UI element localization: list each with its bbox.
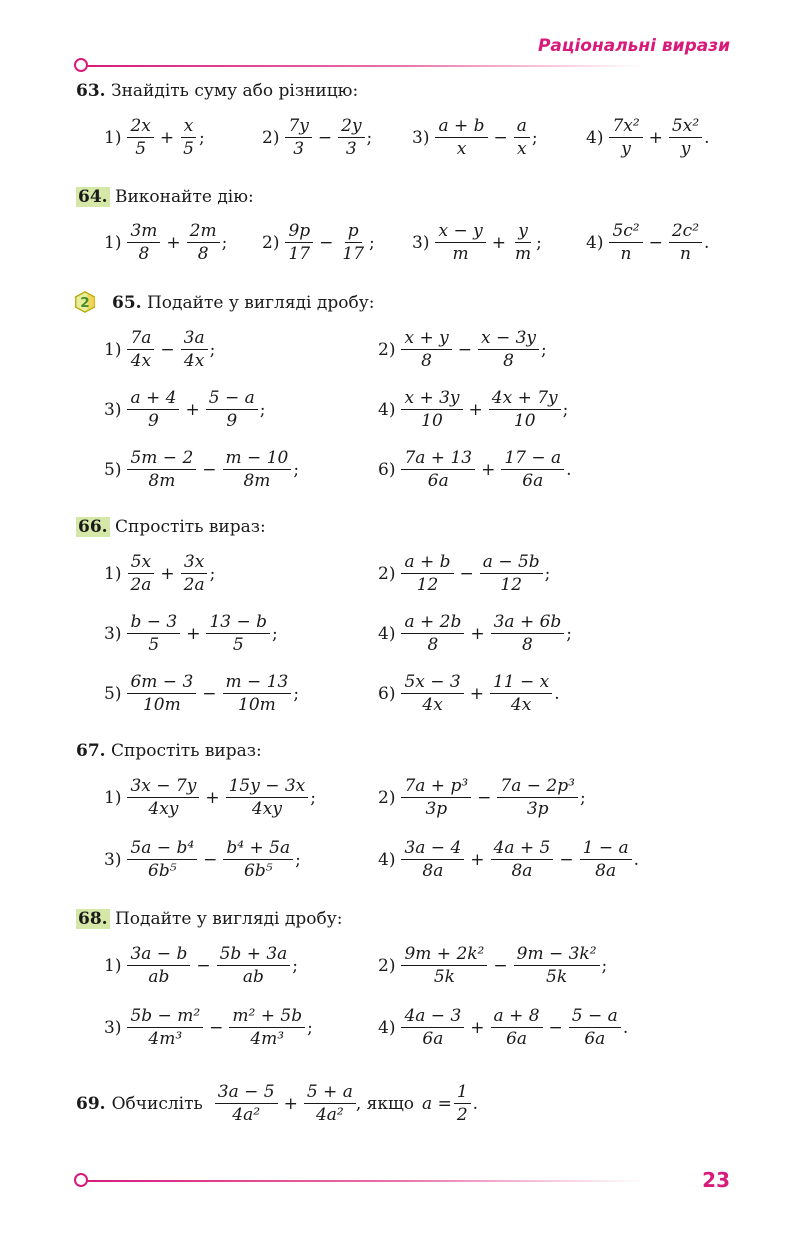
fraction: $\frac{a + b}{x}$ <box>435 116 487 159</box>
fraction: $\frac{a}{x}$ <box>514 116 530 159</box>
item-label: 2) <box>262 127 280 148</box>
exercise-instruction: Знайдіть суму або різницю: <box>110 81 359 101</box>
header-rule-circle <box>74 58 88 72</box>
item-label: 3) <box>412 127 430 148</box>
exercise-66-item-5: 5) $\frac{6m - 3}{10m}$ − $\frac{m - 13}{10m}$ ; <box>104 672 300 715</box>
item-label: 3) <box>104 849 122 870</box>
fraction: $\frac{5m - 2}{8m}$ <box>127 448 196 491</box>
fraction: $\frac{3a - 5}{\text{4a²}}$ <box>215 1082 278 1125</box>
fraction: $\frac{b - 3}{5}$ <box>127 612 180 655</box>
fraction: $\frac{1 - a}{8a}$ <box>580 838 632 881</box>
exercise-66-heading <box>76 516 266 538</box>
fraction: $\frac{5x - 3}{4x}$ <box>401 672 463 715</box>
exercise-68-item-3: 3) $\frac{\text{5b − m²}}{\text{4m³}}$ − $\frac{\text{m² + 5b}}{\text{4m³}}$ ; <box>104 1006 313 1049</box>
item-label: 2) <box>378 955 396 976</box>
fraction: $\frac{\text{b⁴ + 5a}}{\text{6b⁵}}$ <box>223 838 293 881</box>
exercise-number: 67. <box>76 741 106 761</box>
item-label: 1) <box>104 127 122 148</box>
exercise-66-item-2: 2) $\frac{a + b}{12}$ − $\frac{a - 5b}{12}$ ; <box>378 552 551 595</box>
item-label: 4) <box>378 623 396 644</box>
exercise-65-item-2: 2) $\frac{x + y}{8}$ − $\frac{x - 3y}{8}$ ; <box>378 328 547 371</box>
exercise-64-item-1: 1) $\frac{3m}{8}$ + $\frac{2m}{8}$ ; <box>104 221 228 264</box>
fraction: $\frac{3m}{8}$ <box>127 221 160 264</box>
fraction: $\frac{5 - a}{9}$ <box>206 388 258 431</box>
fraction: $\frac{5x}{2a}$ <box>127 552 154 595</box>
fraction: $\frac{\text{7a − 2p³}}{3p}$ <box>497 776 578 819</box>
fraction: $\frac{p}{17}$ <box>342 221 365 264</box>
fraction: $\frac{y}{m}$ <box>514 221 532 264</box>
item-label: 6) <box>378 459 396 480</box>
exercise-number: 68. <box>78 909 108 929</box>
item-label: 1) <box>104 339 122 360</box>
exercise-66-item-6: 6) $\frac{5x - 3}{4x}$ + $\frac{11 - x}{4x}$ . <box>378 672 560 715</box>
fraction: $\frac{7y}{3}$ <box>285 116 311 159</box>
svg-text:2: 2 <box>80 295 90 312</box>
fraction: $\frac{a - 5b}{12}$ <box>480 552 543 595</box>
exercise-instruction: Спростіть вираз: <box>114 517 266 537</box>
fraction: $\frac{\text{7a + p³}}{3p}$ <box>401 776 471 819</box>
exercise-68-item-1: 1) $\frac{3a - b}{ab}$ − $\frac{5b + 3a}{ab}$ ; <box>104 944 299 987</box>
fraction: $\frac{m - 13}{10m}$ <box>223 672 292 715</box>
item-label: 1) <box>104 955 122 976</box>
exercise-number: 66. <box>78 517 108 537</box>
item-label: 3) <box>104 1017 122 1038</box>
fraction: $\frac{x - y}{m}$ <box>435 221 485 264</box>
fraction: $\frac{1}{2}$ <box>454 1082 471 1125</box>
fraction: $\frac{a + 2b}{8}$ <box>401 612 464 655</box>
exercise-number: 65. <box>112 293 142 313</box>
fraction: $\frac{5 - a}{6a}$ <box>569 1006 621 1049</box>
exercise-67-item-1: 1) $\frac{3x - 7y}{4xy}$ + $\frac{15y - 3x}{4xy}$ ; <box>104 776 317 819</box>
fraction: $\frac{3a - b}{ab}$ <box>127 944 190 987</box>
item-label: 2) <box>378 339 396 360</box>
item-label: 6) <box>378 683 396 704</box>
fraction: $\frac{\text{m² + 5b}}{\text{4m³}}$ <box>229 1006 305 1049</box>
fraction: $\frac{\text{7x²}}{y}$ <box>609 116 642 159</box>
exercise-66-item-1: 1) $\frac{5x}{2a}$ + $\frac{3x}{2a}$ ; <box>104 552 216 595</box>
exercise-65-item-5: 5) $\frac{5m - 2}{8m}$ − $\frac{m - 10}{8m}$ ; <box>104 448 300 491</box>
exercise-63-heading <box>76 80 358 102</box>
exercise-64-heading <box>76 186 254 208</box>
item-label: 3) <box>104 623 122 644</box>
item-label: 3) <box>412 232 430 253</box>
exercise-63-item-1: 1) $\frac{2x}{5}$ + $\frac{x}{5}$ ; <box>104 116 205 159</box>
fraction: $\frac{2m}{8}$ <box>187 221 220 264</box>
fraction: $\frac{7a + 13}{6a}$ <box>401 448 475 491</box>
exercise-63-item-2: 2) $\frac{7y}{3}$ − $\frac{2y}{3}$ ; <box>262 116 373 159</box>
exercise-64-item-2: 2) $\frac{9p}{17}$ − $\frac{p}{17}$ ; <box>262 221 375 264</box>
exercise-65-heading <box>76 292 374 314</box>
fraction: $\frac{17 - a}{6a}$ <box>501 448 564 491</box>
footer-rule <box>86 1180 646 1182</box>
exercise-67-item-4: 4) $\frac{3a - 4}{8a}$ + $\frac{4a + 5}{8a}$ − $\frac{1 - a}{8a}$ . <box>378 838 640 881</box>
fraction: $\frac{7a}{4x}$ <box>127 328 154 371</box>
fraction: $\frac{3a}{4x}$ <box>181 328 208 371</box>
fraction: $\frac{9p}{17}$ <box>285 221 313 264</box>
footer-rule-circle <box>74 1173 88 1187</box>
fraction: $\frac{3x - 7y}{4xy}$ <box>127 776 199 819</box>
fraction: $\frac{\text{9m + 2k²}}{5k}$ <box>401 944 487 987</box>
fraction: $\frac{15y - 3x}{4xy}$ <box>226 776 309 819</box>
fraction: $\frac{11 - x}{4x}$ <box>490 672 552 715</box>
exercise-66-item-4: 4) $\frac{a + 2b}{8}$ + $\frac{3a + 6b}{8}$ ; <box>378 612 573 655</box>
fraction: $\frac{\text{5b − m²}}{\text{4m³}}$ <box>127 1006 203 1049</box>
item-label: 4) <box>586 232 604 253</box>
fraction: $\frac{13 - b}{5}$ <box>206 612 270 655</box>
exercise-67-item-2: 2) $\frac{\text{7a + p³}}{3p}$ − $\frac{\text{7a − 2p³}}{3p}$ ; <box>378 776 586 819</box>
fraction: $\frac{4x + 7y}{10}$ <box>489 388 561 431</box>
exercise-number: 69. <box>76 1093 106 1114</box>
item-label: 1) <box>104 787 122 808</box>
exercise-number: 63. <box>76 81 106 101</box>
fraction: $\frac{5 + a}{\text{4a²}}$ <box>304 1082 356 1125</box>
fraction: $\frac{6m - 3}{10m}$ <box>127 672 196 715</box>
exercise-69: 69. Обчисліть $\frac{3a - 5}{\text{4a²}}$ + $\frac{5 + a}{\text{4a²}}$ , якщо a = $\frac{1}{2}$ . <box>76 1082 479 1125</box>
exercise-64-item-3: 3) $\frac{x - y}{m}$ + $\frac{y}{m}$ ; <box>412 221 542 264</box>
page-number: 23 <box>702 1168 730 1192</box>
exercise-68-item-2: 2) $\frac{\text{9m + 2k²}}{5k}$ − $\frac{\text{9m − 3k²}}{5k}$ ; <box>378 944 608 987</box>
item-label: 4) <box>586 127 604 148</box>
exercise-instruction: Обчисліть <box>111 1093 203 1114</box>
fraction: $\frac{4a - 3}{6a}$ <box>401 1006 464 1049</box>
item-label: 4) <box>378 399 396 420</box>
item-label: 2) <box>378 787 396 808</box>
exercise-64-item-4: 4) $\frac{\text{5c²}}{n}$ − $\frac{\text{2c²}}{n}$ . <box>586 221 710 264</box>
item-label: 4) <box>378 1017 396 1038</box>
exercise-63-item-4: 4) $\frac{\text{7x²}}{y}$ + $\frac{\text{5x²}}{y}$ . <box>586 116 710 159</box>
item-label: 3) <box>104 399 122 420</box>
exercise-65-item-1: 1) $\frac{7a}{4x}$ − $\frac{3a}{4x}$ ; <box>104 328 216 371</box>
fraction: $\frac{x + 3y}{10}$ <box>401 388 462 431</box>
fraction: $\frac{4a + 5}{8a}$ <box>491 838 554 881</box>
fraction: $\frac{x + y}{8}$ <box>401 328 451 371</box>
header-rule <box>86 65 646 67</box>
exercise-65-item-4: 4) $\frac{x + 3y}{10}$ + $\frac{4x + 7y}{10}$ ; <box>378 388 569 431</box>
fraction: $\frac{a + 4}{9}$ <box>127 388 179 431</box>
item-label: 4) <box>378 849 396 870</box>
fraction: $\frac{x - 3y}{8}$ <box>478 328 539 371</box>
fraction: $\frac{x}{5}$ <box>180 116 197 159</box>
item-label: 2) <box>262 232 280 253</box>
fraction: $\frac{a + b}{12}$ <box>401 552 453 595</box>
exercise-67-item-3: 3) $\frac{\text{5a − b⁴}}{\text{6b⁵}}$ − $\frac{\text{b⁴ + 5a}}{\text{6b⁵}}$ ; <box>104 838 301 881</box>
exercise-instruction: Виконайте дію: <box>114 187 254 207</box>
exercise-68-heading <box>76 908 342 930</box>
exercise-68-item-4: 4) $\frac{4a - 3}{6a}$ + $\frac{a + 8}{6a}$ − $\frac{5 - a}{6a}$ . <box>378 1006 629 1049</box>
difficulty-level-2-icon <box>74 291 96 313</box>
fraction: $\frac{2x}{5}$ <box>127 116 153 159</box>
exercise-65-item-6: 6) $\frac{7a + 13}{6a}$ + $\frac{17 - a}{6a}$ . <box>378 448 572 491</box>
item-label: 1) <box>104 563 122 584</box>
fraction: $\frac{3x}{2a}$ <box>181 552 208 595</box>
fraction: $\frac{\text{5x²}}{y}$ <box>669 116 702 159</box>
exercise-65-item-3: 3) $\frac{a + 4}{9}$ + $\frac{5 - a}{9}$ ; <box>104 388 266 431</box>
fraction: $\frac{5b + 3a}{ab}$ <box>217 944 291 987</box>
fraction: $\frac{\text{5c²}}{n}$ <box>609 221 642 264</box>
fraction: $\frac{\text{5a − b⁴}}{\text{6b⁵}}$ <box>127 838 197 881</box>
item-label: 5) <box>104 683 122 704</box>
fraction: $\frac{a + 8}{6a}$ <box>491 1006 543 1049</box>
running-header-title: Раціональні вирази <box>537 36 730 56</box>
exercise-instruction: Подайте у вигляді дробу: <box>114 909 343 929</box>
exercise-instruction: Подайте у вигляді дробу: <box>146 293 375 313</box>
exercise-number: 64. <box>78 187 108 207</box>
item-label: 5) <box>104 459 122 480</box>
fraction: $\frac{2y}{3}$ <box>338 116 364 159</box>
exercise-63-item-3: 3) $\frac{a + b}{x}$ − $\frac{a}{x}$ ; <box>412 116 538 159</box>
exercise-66-item-3: 3) $\frac{b - 3}{5}$ + $\frac{13 - b}{5}$ ; <box>104 612 278 655</box>
exercise-67-heading <box>76 740 262 762</box>
fraction: $\frac{\text{9m − 3k²}}{5k}$ <box>514 944 600 987</box>
fraction: $\frac{3a - 4}{8a}$ <box>401 838 464 881</box>
fraction: $\frac{\text{2c²}}{n}$ <box>669 221 702 264</box>
item-label: 1) <box>104 232 122 253</box>
fraction: $\frac{m - 10}{8m}$ <box>223 448 292 491</box>
item-label: 2) <box>378 563 396 584</box>
fraction: $\frac{3a + 6b}{8}$ <box>491 612 565 655</box>
exercise-instruction: Спростіть вираз: <box>110 741 262 761</box>
